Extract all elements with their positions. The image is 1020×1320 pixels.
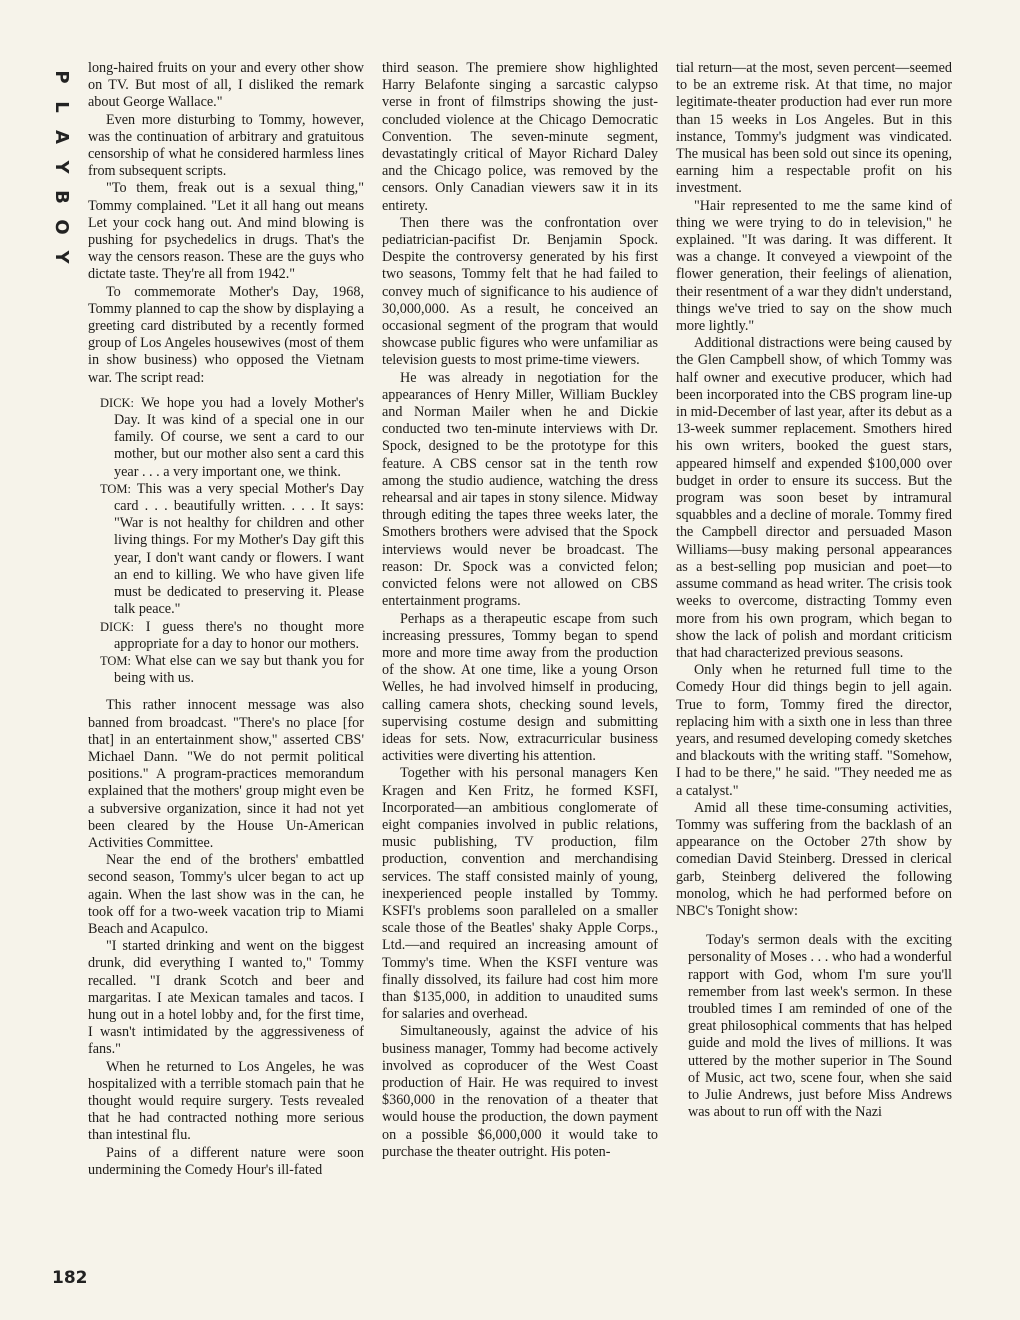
paragraph: tial return—at the most, seven percent—seemed to be an extreme risk. At that time, no major legitimate-theater production had ever run more than 15 weeks in Los Angeles. But in this instance, Tommy's judgment was vindicated. The musical has been sold out since its opening, earning him a respectable profit on his investment. bbox=[676, 60, 952, 197]
script-line bbox=[100, 619, 364, 653]
script-text: I guess there's no thought more appropriate for a day to honor our mothers. bbox=[114, 618, 364, 652]
script-text: We hope you had a lovely Mother's Day. It was kind of a special one in our family. Of course, we sent a card to our mother, but our mother also sent a card this year . . . a very important one, we think. bbox=[114, 394, 365, 480]
script-excerpt bbox=[100, 395, 364, 687]
masthead-letter: Y bbox=[51, 250, 72, 264]
masthead-letter: P bbox=[51, 70, 72, 84]
paragraph: Amid all these time-consuming activities, Tommy was suffering from the backlash of an appearance on the October 27th show by comedian David Steinberg. Dressed in clerical garb, Steinberg delivered the following monolog, which he had performed before on NBC's Tonight show: bbox=[676, 799, 952, 919]
sermon-text: Today's sermon deals with the exciting personality of Moses . . . who had a wonderful rapport with God, whom I'm sure you'll remember from last week's sermon. In these troubled times I am reminded of one of the great philosophical comments that has helped guide and mold the lives of millions. It was uttered by the mother superior in The Sound of Music, act two, scene four, when she said to Julie Andrews, just before Miss Andrews was about to run off with the Nazi bbox=[688, 932, 952, 1121]
paragraph: Near the end of the brothers' embattled second season, Tommy's ulcer began to act up again. When the last show was in the can, he took off for a two-week vacation trip to Miami Beach and Acapulco. bbox=[88, 852, 364, 937]
paragraph: He was already in negotiation for the appearances of Henry Miller, William Buckley and Norman Mailer when he and Dickie conducted two ten-minute interviews with Dr. Spock, designed to be the prototype for this feature. A CBS censor sat in the tenth row among the studio audience, watching the dress rehearsal and air tapes in stony silence. Midway through editing the tapes three weeks later, the Smothers brothers were advised that the Spock interviews would never be broadcast. The reason: Dr. Spock was a convicted felon; convicted felons were not allowed on CBS entertainment programs. bbox=[382, 369, 658, 610]
masthead-letter: A bbox=[51, 130, 72, 144]
playboy-masthead bbox=[50, 62, 72, 272]
paragraph: To commemorate Mother's Day, 1968, Tommy planned to cap the show by displaying a greeting card distributed by a recently formed group of Los Angeles housewives (most of them in show business) who opposed the Vietnam war. The script read: bbox=[88, 283, 364, 386]
script-text: What else can we say but thank you for being with us. bbox=[114, 652, 364, 687]
speaker-label: TOM: bbox=[100, 481, 132, 496]
paragraph: "I started drinking and went on the biggest drunk, did everything I wanted to," Tommy recalled. "I drank Scotch and beer and margaritas. I ate Mexican tamales and tacos. I hung out in a hotel lobby and, for the first time, I wasn't intimidated by the aggressiveness of fans." bbox=[88, 938, 364, 1058]
sermon-excerpt bbox=[688, 932, 952, 1121]
article-column-2 bbox=[382, 60, 658, 1161]
paragraph: Only when he returned full time to the Comedy Hour did things begin to jell again. True to form, Tommy fired the director, replacing him with a sixth one in less than three years, and resumed developing comedy sketches and blackouts with the writing staff. "Somehow, I had to be there," he said. "They needed me as a catalyst." bbox=[676, 662, 952, 799]
paragraph: When he returned to Los Angeles, he was hospitalized with a terrible stomach pain that he thought would require surgery. Tests revealed that he had contracted nothing more serious than intestinal flu. bbox=[88, 1058, 364, 1144]
paragraph: This rather innocent message was also banned from broadcast. "There's no place [for that] in an entertainment show," asserted CBS' Michael Dann. "We do not permit political positions." A program-practices memorandum explained that the mothers' group might even be a subversive organization, since it had not yet been cleared by the House Un-American Activities Committee. bbox=[88, 697, 364, 851]
masthead-letter: Y bbox=[51, 160, 72, 174]
script-text: This was a very special Mother's Day card . . . beautifully written. . . . It says: "War is not healthy for children and other living things. For my Mother's Day gift this year, I don't want candy or flowers. I want an end to killing. We who have given life must be dedicated to preserving it. Please talk peace." bbox=[114, 480, 364, 618]
paragraph: Additional distractions were being caused by the Glen Campbell show, of which Tommy was half owner and executive producer, which had been incorporated into the CBS program line-up in mid-December of last year, after its debut as a 13-week summer replacement. Smothers hired his own writers, booked the guest stars, appeared himself and expended $100,000 over budget in order to ensure its success. But the program was soon beset by intramural squabbles and a decline of morale. Tommy fired the Campbell director and persuaded Mason Williams—busy making personal appearances as a best-selling pop musician and poet—to assume command as head writer. The crisis took weeks to overcome, distracting Tommy even more from his own program, which began to show the lack of polish and mordant criticism that had characterized previous seasons. bbox=[676, 335, 952, 661]
page-number: 182 bbox=[52, 1268, 88, 1288]
paragraph: "Hair represented to me the same kind of thing we were trying to do in television," he explained. "It was daring. It was different. It was a change. It conveyed a viewpoint of the flower generation, their feelings of alienation, their resentment of a war they didn't understand, things we've tried to say on the show much more lightly." bbox=[676, 197, 952, 335]
paragraph: Simultaneously, against the advice of his business manager, Tommy had become actively involved as coproducer of the West Coast production of Hair. He was required to invest $360,000 in the renovation of a theater that would house the production, the down payment on a possible $6,000,000 it would take to purchase the theater outright. His poten- bbox=[382, 1023, 658, 1160]
speaker-label: DICK: bbox=[100, 619, 135, 634]
speaker-label: TOM: bbox=[100, 653, 132, 668]
masthead-letter: B bbox=[51, 190, 72, 204]
paragraph: Pains of a different nature were soon undermining the Comedy Hour's ill-fated bbox=[88, 1144, 364, 1178]
paragraph: third season. The premiere show highlighted Harry Belafonte singing a sarcastic calypso verse in front of filmstrips showing the just-concluded violence at the Chicago Democratic Convention. The seven-minute segment, devastatingly critical of Mayor Richard Daley and the Chicago police, was removed by the censors. Only Canadian viewers saw it in its entirety. bbox=[382, 60, 658, 214]
article-column-3 bbox=[676, 60, 952, 1121]
paragraph: long-haired fruits on your and every other show on TV. But most of all, I disliked the remark about George Wallace." bbox=[88, 60, 364, 111]
script-line bbox=[100, 481, 364, 619]
paragraph: "To them, freak out is a sexual thing," Tommy complained. "Let it all hang out means Let your cock hang out. And mind blowing is pushing for psychedelics in drugs. That's the way the censors reason. These are the guys who dictate taste. They're all from 1942." bbox=[88, 180, 364, 283]
masthead-letter: O bbox=[51, 219, 72, 235]
paragraph: Then there was the confrontation over pediatrician-pacifist Dr. Benjamin Spock. Despite the controversy generated by his first two seasons, Tommy felt that he had failed to convey much of significance to his audience of 30,000,000. As a result, he conceived an occasional segment of the program that would showcase public figures who were unfamiliar as television guests to most prime-time viewers. bbox=[382, 214, 658, 369]
script-line bbox=[100, 653, 364, 687]
speaker-label: DICK: bbox=[100, 395, 135, 410]
paragraph: Even more disturbing to Tommy, however, was the continuation of arbitrary and gratuitous censorship of what he considered harmless lines from subsequent scripts. bbox=[88, 111, 364, 180]
paragraph: Perhaps as a therapeutic escape from such increasing pressures, Tommy began to spend more and more time away from the production of the show. At one time, like a young Orson Welles, he had involved himself in producing, calling camera shots, checking sound levels, supervising costume design and submitting ideas for sets. Now, extracurricular business activities were diverting his attention. bbox=[382, 610, 658, 765]
script-line bbox=[100, 395, 364, 481]
article-column-1 bbox=[88, 60, 364, 1179]
masthead-letter: L bbox=[51, 101, 72, 113]
paragraph: Together with his personal managers Ken Kragen and Ken Fritz, he formed KSFI, Incorporated—an ambitious conglomerate of eight companies involved in public relations, music publishing, TV production, film production, convention and merchandising services. The staff consisted mainly of young, inexperienced people installed by Tommy. KSFI's problems soon paralleled on a smaller scale those of the Beatles' shaky Apple Corps., Ltd.—and required an increasing amount of Tommy's time. When the KSFI venture was finally dissolved, its failure had cost him more than $135,000, in addition to unaudited sums for salaries and overhead. bbox=[382, 765, 658, 1023]
